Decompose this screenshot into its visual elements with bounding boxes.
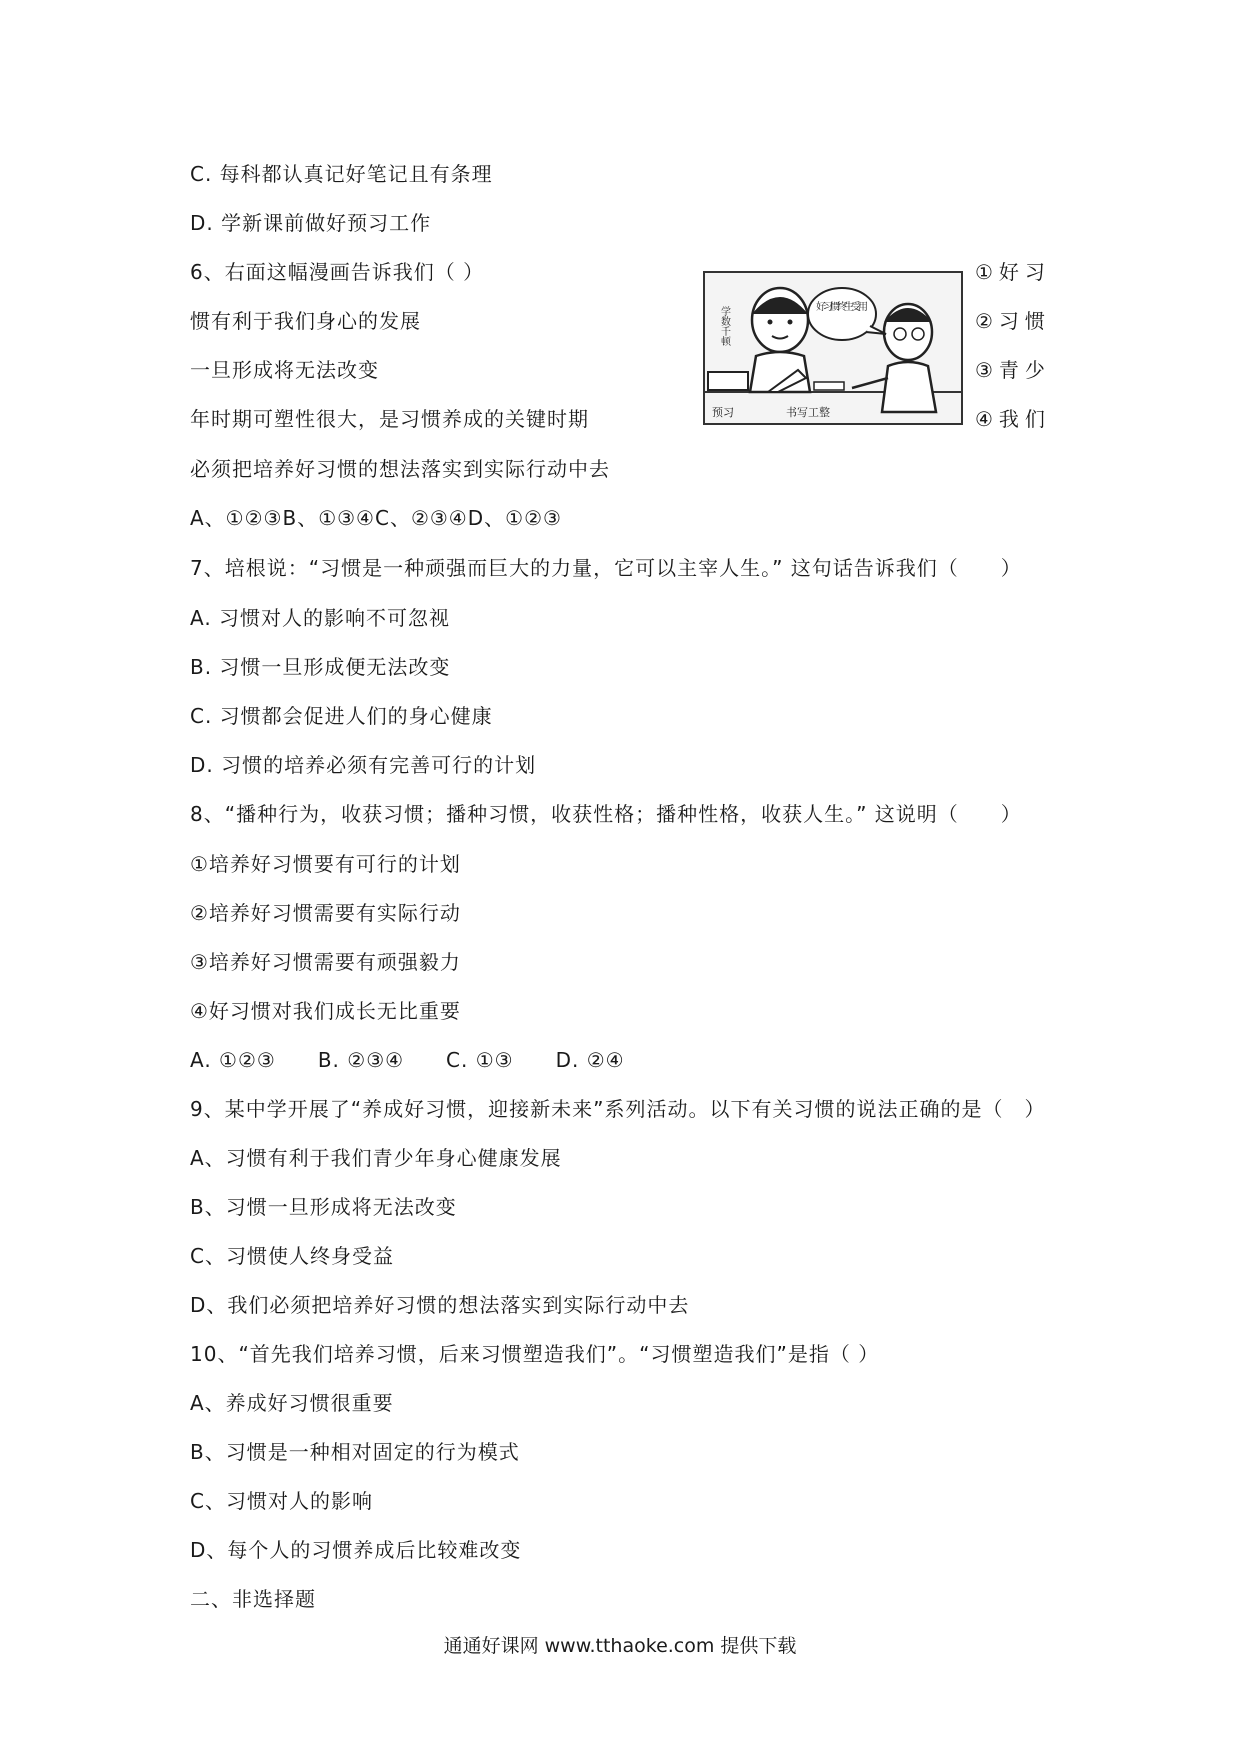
- habit-cartoon-image: [702, 270, 964, 426]
- q6-statement-3-cont: 年时期可塑性很大，是习惯养成的关键时期: [190, 407, 589, 431]
- q6-statement-4-cont: 必须把培养好习惯的想法落实到实际行动中去: [190, 457, 610, 481]
- q8-statement-2: ②培养好习惯需要有实际行动: [190, 901, 461, 925]
- q10-option-a: A、养成好习惯很重要: [190, 1391, 394, 1415]
- cartoon-label-preview: 预习: [712, 406, 734, 419]
- question-8: 8、“播种行为，收获习惯；播种习惯，收获性格；播种性格，收获人生。” 这说明（ ）: [190, 802, 1022, 826]
- option-c-notes: C. 每科都认真记好笔记且有条理: [190, 162, 493, 186]
- question-6: 6、右面这幅漫画告诉我们（ ）: [190, 260, 485, 284]
- footer-download-credit: 通通好课网 www.tthaoke.com 提供下载: [443, 1635, 797, 1657]
- q7-option-b: B. 习惯一旦形成便无法改变: [190, 655, 451, 679]
- cartoon-label-left: 学数千顿: [718, 306, 730, 346]
- q6-statement-2-cont: 一旦形成将无法改变: [190, 358, 379, 382]
- question-9: 9、某中学开展了“养成好习惯，迎接新未来”系列活动。以下有关习惯的说法正确的是（ ）: [190, 1097, 1046, 1121]
- q10-option-d: D、每个人的习惯养成后比较难改变: [190, 1538, 522, 1562]
- q10-option-b: B、习惯是一种相对固定的行为模式: [190, 1440, 520, 1464]
- q9-option-d: D、我们必须把培养好习惯的想法落实到实际行动中去: [190, 1293, 690, 1317]
- q10-option-c: C、习惯对人的影响: [190, 1489, 373, 1513]
- q8-statement-1: ①培养好习惯要有可行的计划: [190, 852, 461, 876]
- q6-statement-2-start: ②习惯: [975, 309, 1051, 333]
- q6-options: A、①②③B、①③④C、②③④D、①②③: [190, 506, 562, 530]
- q6-statement-1-cont: 惯有利于我们身心的发展: [190, 309, 421, 333]
- question-10: 10、“首先我们培养习惯，后来习惯塑造我们”。“习惯塑造我们”是指（ ）: [190, 1342, 880, 1366]
- q6-statement-4-start: ④我们: [975, 407, 1051, 431]
- q8-statement-4: ④好习惯对我们成长无比重要: [190, 999, 461, 1023]
- section-heading-non-choice: 二、非选择题: [190, 1587, 316, 1611]
- cartoon-bubble-text: 好习惯终生受用: [816, 302, 868, 313]
- cartoon-label-writing: 书写工整: [786, 406, 830, 419]
- q8-options: A. ①②③ B. ②③④ C. ①③ D. ②④: [190, 1048, 625, 1072]
- q9-option-b: B、习惯一旦形成将无法改变: [190, 1195, 457, 1219]
- q8-statement-3: ③培养好习惯需要有顽强毅力: [190, 950, 461, 974]
- q9-option-a: A、习惯有利于我们青少年身心健康发展: [190, 1146, 562, 1170]
- q7-option-a: A. 习惯对人的影响不可忽视: [190, 606, 451, 630]
- q9-option-c: C、习惯使人终身受益: [190, 1244, 394, 1268]
- option-d-preview: D. 学新课前做好预习工作: [190, 211, 432, 235]
- q7-option-d: D. 习惯的培养必须有完善可行的计划: [190, 753, 537, 777]
- question-7: 7、培根说：“习惯是一种顽强而巨大的力量，它可以主宰人生。” 这句话告诉我们（ ）: [190, 556, 1022, 580]
- cartoon-drawing: [702, 270, 964, 426]
- q6-statement-1-start: ①好习: [975, 260, 1051, 284]
- q7-option-c: C. 习惯都会促进人们的身心健康: [190, 704, 493, 728]
- q6-statement-3-start: ③青少: [975, 358, 1051, 382]
